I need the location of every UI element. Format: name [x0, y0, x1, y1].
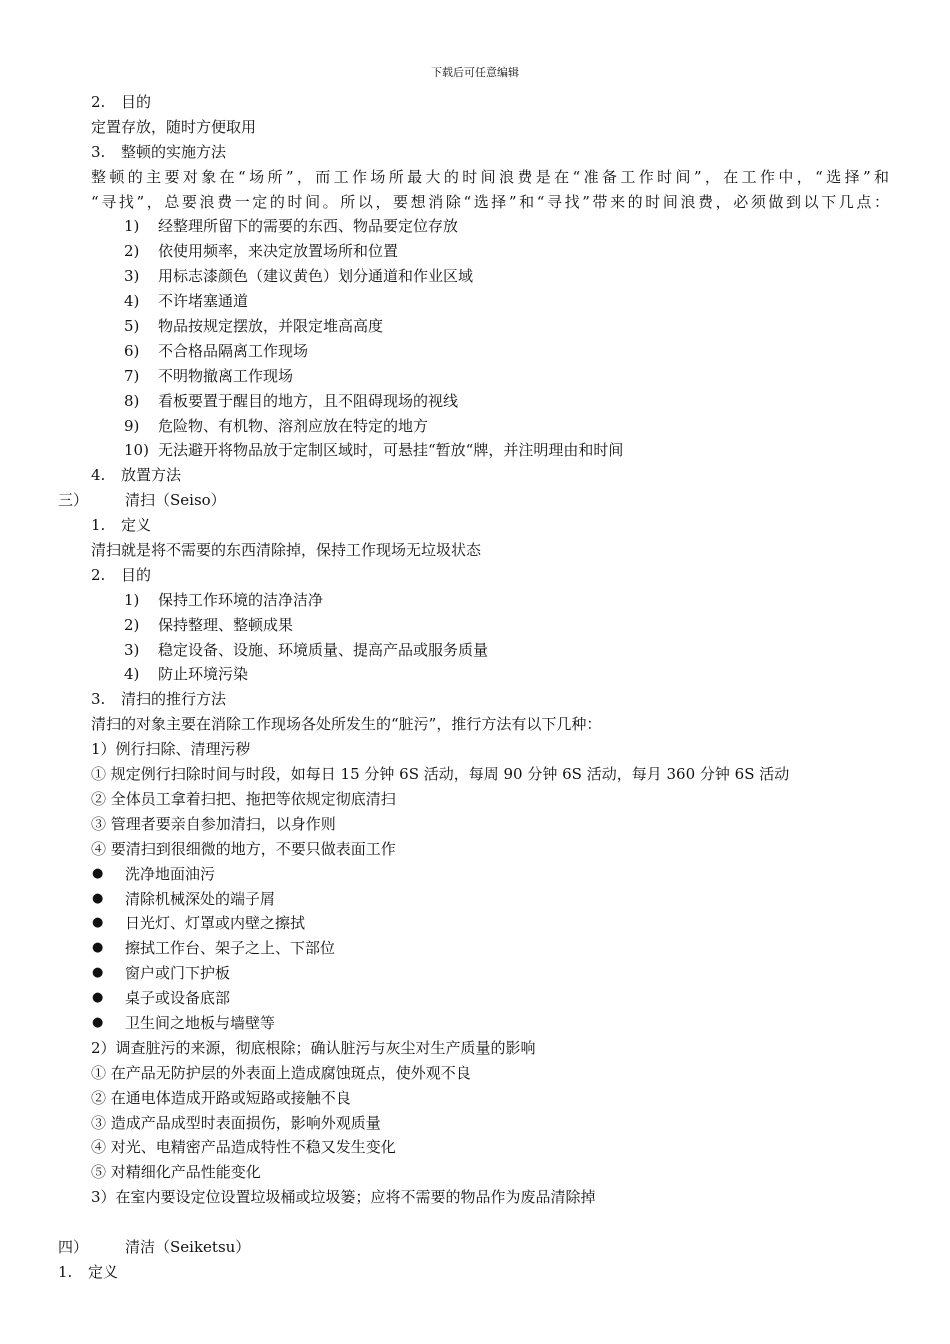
line-text: 3）在室内要设定位设置垃圾桶或垃圾篓；应将不需要的物品作为废品清除掉 — [91, 1188, 596, 1207]
paragraph-line — [0, 165, 950, 190]
line-text: ② 在通电体造成开路或短路或接触不良 — [91, 1088, 351, 1107]
line-text: 不许堵塞通道 — [158, 292, 249, 311]
paragraph-line — [0, 812, 950, 837]
item-number: 2) — [124, 242, 140, 261]
item-number: 4. — [91, 466, 106, 485]
line-text: 卫生间之地板与墙壁等 — [125, 1013, 276, 1032]
subsection-heading — [0, 463, 950, 488]
document-body — [0, 90, 950, 1285]
list-item — [0, 239, 950, 264]
paragraph-line — [0, 538, 950, 563]
item-number: 1) — [124, 590, 140, 609]
item-number: 1. — [91, 516, 106, 535]
paragraph-line — [0, 762, 950, 787]
line-text: 定义 — [88, 1262, 119, 1281]
line-text: ⑤ 对精细化产品性能变化 — [91, 1163, 261, 1182]
item-number: 4) — [124, 292, 140, 311]
list-item — [0, 662, 950, 687]
line-text: 目的 — [121, 565, 152, 584]
list-item — [0, 638, 950, 663]
subsection-heading — [0, 687, 950, 712]
paragraph-line — [0, 737, 950, 762]
bullet-icon: ● — [92, 1014, 104, 1030]
bullet-item — [0, 1011, 950, 1036]
item-number: 2. — [91, 93, 106, 111]
list-item — [0, 289, 950, 314]
subsection-heading — [0, 513, 950, 538]
line-text: 依使用频率，来决定放置场所和位置 — [158, 242, 399, 261]
line-text: 危险物、有机物、溶剂应放在特定的地方 — [158, 416, 429, 435]
item-number: 3. — [91, 690, 106, 709]
line-text: ① 规定例行扫除时间与时段，如每日 15 分钟 6S 活动，每周 90 分钟 6S 活动，每月 360 分钟 6S 活动 — [91, 765, 790, 784]
line-text: ③ 管理者要亲自参加清扫，以身作则 — [91, 814, 336, 833]
line-text: 不明物撤离工作现场 — [158, 366, 294, 385]
line-text: ② 全体员工拿着扫把、拖把等依规定彻底清扫 — [91, 789, 396, 808]
item-number: 四） — [58, 1237, 89, 1256]
bullet-icon: ● — [92, 940, 104, 956]
line-text: 清洁（Seiketsu） — [125, 1237, 251, 1256]
bullet-icon: ● — [92, 915, 104, 931]
list-item — [0, 414, 950, 439]
bullet-item — [0, 986, 950, 1011]
line-text: 保持工作环境的洁净洁净 — [158, 590, 324, 609]
subsection-heading — [0, 563, 950, 588]
line-text: 清扫的推行方法 — [121, 690, 227, 709]
line-text: 用标志漆颜色（建议黄色）划分通道和作业区域 — [158, 267, 474, 286]
item-number: 3) — [124, 267, 140, 286]
paragraph-line — [0, 712, 950, 737]
list-item — [0, 613, 950, 638]
item-number: 3. — [91, 142, 106, 161]
line-text: 桌子或设备底部 — [125, 989, 231, 1008]
item-number: 2) — [124, 615, 140, 634]
bullet-item — [0, 862, 950, 887]
item-number: 2. — [91, 565, 106, 584]
paragraph-line — [0, 1036, 950, 1061]
list-item — [0, 339, 950, 364]
item-number: 8) — [124, 391, 140, 410]
line-text: 清除机械深处的端子屑 — [125, 889, 276, 908]
item-number: 三） — [58, 491, 89, 510]
section-heading — [0, 1235, 950, 1260]
line-text: 定义 — [121, 516, 152, 535]
item-number: 5) — [124, 317, 140, 336]
blank-line — [0, 1210, 950, 1235]
paragraph-line — [0, 1160, 950, 1185]
line-text: 清扫的对象主要在消除工作现场各处所发生的“脏污”，推行方法有以下几种： — [91, 715, 602, 734]
line-text: 经整理所留下的需要的东西、物品要定位存放 — [158, 217, 459, 236]
line-text: 擦拭工作台、架子之上、下部位 — [125, 939, 336, 958]
bullet-item — [0, 961, 950, 986]
item-number: 6) — [124, 341, 140, 360]
line-text: “寻找”，总要浪费一定的时间。所以，要想消除“选择”和“寻找”带来的时间浪费，必须做到以下几点： — [91, 192, 889, 211]
list-item — [0, 364, 950, 389]
line-text: 1）例行扫除、清理污秽 — [91, 740, 251, 759]
paragraph-line — [0, 1185, 950, 1210]
line-text: 无法避开将物品放于定制区域时，可悬挂“暂放“牌，并注明理由和时间 — [158, 441, 624, 460]
paragraph-line — [0, 190, 950, 215]
subsection-heading — [0, 140, 950, 165]
section-heading — [0, 488, 950, 513]
line-text: ① 在产品无防护层的外表面上造成腐蚀斑点，使外观不良 — [91, 1063, 471, 1082]
paragraph-line — [0, 837, 950, 862]
line-text: 2）调查脏污的来源，彻底根除；确认脏污与灰尘对生产质量的影响 — [91, 1038, 536, 1057]
paragraph-line — [0, 787, 950, 812]
line-text: 保持整理、整顿成果 — [158, 615, 294, 634]
item-number: 1) — [124, 217, 140, 236]
line-text: 不合格品隔离工作现场 — [158, 341, 309, 360]
paragraph-line — [0, 115, 950, 140]
line-text: 日光灯、灯罩或内壁之擦拭 — [125, 914, 306, 933]
line-text: 物品按规定摆放，并限定堆高高度 — [158, 317, 384, 336]
paragraph-line — [0, 1111, 950, 1136]
list-item — [0, 314, 950, 339]
bullet-icon: ● — [92, 990, 104, 1006]
bullet-item — [0, 887, 950, 912]
line-text: ④ 要清扫到很细微的地方，不要只做表面工作 — [91, 839, 396, 858]
line-text: 防止环境污染 — [158, 665, 249, 684]
list-item — [0, 588, 950, 613]
line-text: 定置存放，随时方便取用 — [91, 117, 257, 136]
line-text: 目的 — [121, 93, 152, 111]
line-text: 洗净地面油污 — [125, 864, 216, 883]
line-text: 窗户或门下护板 — [125, 964, 231, 983]
bullet-item — [0, 936, 950, 961]
bullet-icon: ● — [92, 865, 104, 881]
paragraph-line — [0, 1135, 950, 1160]
item-number: 1. — [58, 1262, 73, 1281]
item-number: 10) — [124, 441, 149, 460]
page-header: 下载后可任意编辑 — [431, 66, 519, 79]
paragraph-line — [0, 1061, 950, 1086]
paragraph-line — [0, 1086, 950, 1111]
item-number: 9) — [124, 416, 140, 435]
item-number: 4) — [124, 665, 140, 684]
list-item — [0, 264, 950, 289]
bullet-item — [0, 911, 950, 936]
list-item — [0, 389, 950, 414]
subsection-heading — [0, 1260, 950, 1285]
subsection-heading — [0, 90, 950, 115]
list-item — [0, 214, 950, 239]
bullet-icon: ● — [92, 890, 104, 906]
line-text: 放置方法 — [121, 466, 182, 485]
list-item — [0, 438, 950, 463]
line-text: 清扫就是将不需要的东西清除掉，保持工作现场无垃圾状态 — [91, 541, 482, 560]
item-number: 3) — [124, 640, 140, 659]
bullet-icon: ● — [92, 965, 104, 981]
line-text: 整顿的实施方法 — [121, 142, 227, 161]
line-text: 整顿的主要对象在“场所”，而工作场所最大的时间浪费是在“准备工作时间”，在工作中，“选择”和 — [91, 167, 889, 186]
line-text: 清扫（Seiso） — [125, 491, 226, 510]
line-text: ③ 造成产品成型时表面损伤，影响外观质量 — [91, 1113, 381, 1132]
line-text: 稳定设备、设施、环境质量、提高产品或服务质量 — [158, 640, 489, 659]
line-text: 看板要置于醒目的地方，且不阻碍现场的视线 — [158, 391, 459, 410]
item-number: 7) — [124, 366, 140, 385]
line-text: ④ 对光、电精密产品造成特性不稳又发生变化 — [91, 1138, 396, 1157]
